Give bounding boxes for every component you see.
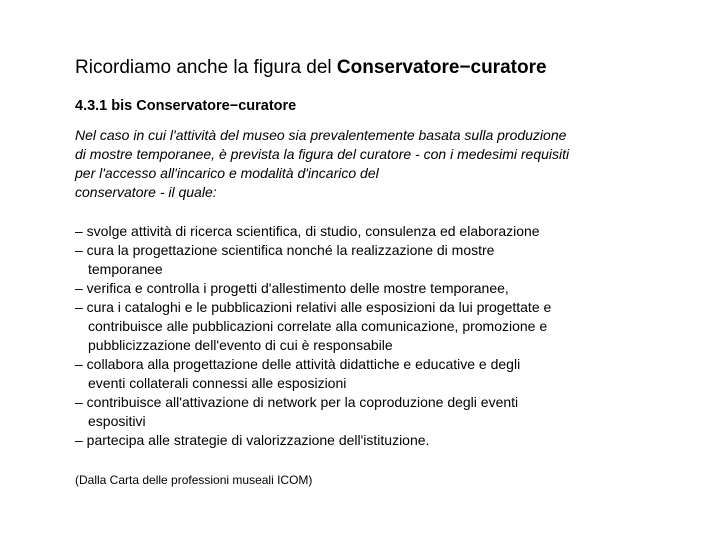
intro-line: conservatore - il quale: bbox=[75, 184, 217, 200]
list-item-line: – cura i cataloghi e le pubblicazioni relativi alle esposizioni da lui progettate e bbox=[75, 299, 552, 315]
list-item bbox=[75, 279, 685, 298]
section-heading: 4.3.1 bis Conservatore−curatore bbox=[75, 98, 297, 114]
list-item-line: – verifica e controlla i progetti d'allestimento delle mostre temporanee, bbox=[75, 280, 509, 296]
list-item-continuation: espositivi bbox=[88, 413, 146, 429]
intro-line: di mostre temporanee, è prevista la figura del curatore - con i medesimi requisiti bbox=[75, 146, 570, 162]
list-item-line: – contribuisce all'attivazione di network per la coproduzione degli eventi bbox=[75, 394, 519, 410]
source-note: (Dalla Carta delle professioni museali ICOM) bbox=[75, 473, 313, 487]
list-item bbox=[75, 241, 685, 279]
list-item-continuation: contribuisce alle pubblicazioni correlate alla comunicazione, promozione e bbox=[88, 318, 548, 334]
list-item-continuation: eventi collaterali connessi alle esposizioni bbox=[88, 375, 347, 391]
list-item-line: – svolge attività di ricerca scientifica, di studio, consulenza ed elaborazione bbox=[75, 223, 540, 239]
intro-paragraph bbox=[75, 126, 675, 202]
list-item-line: – cura la progettazione scientifica nonché la realizzazione di mostre bbox=[75, 242, 495, 258]
slide-title-bold: Conservatore−curatore bbox=[336, 57, 547, 78]
list-item-line: – partecipa alle strategie di valorizzazione dell'istituzione. bbox=[75, 432, 430, 448]
list-item bbox=[75, 298, 685, 355]
list-item bbox=[75, 393, 685, 431]
list-item bbox=[75, 431, 685, 450]
slide-title-prefix: Ricordiamo anche la figura del bbox=[75, 57, 337, 78]
list-item-continuation: temporanee bbox=[88, 261, 163, 277]
slide-title bbox=[75, 55, 695, 81]
intro-line: Nel caso in cui l'attività del museo sia prevalentemente basata sulla produzione bbox=[75, 127, 567, 143]
list-item-line: – collabora alla progettazione delle attività didattiche e educative e degli bbox=[75, 356, 521, 372]
list-item bbox=[75, 222, 685, 241]
intro-line: per l'accesso all'incarico e modalità d'incarico del bbox=[75, 165, 379, 181]
duties-list bbox=[75, 222, 685, 450]
list-item-continuation: pubblicizzazione dell'evento di cui è responsabile bbox=[88, 337, 393, 353]
list-item bbox=[75, 355, 685, 393]
